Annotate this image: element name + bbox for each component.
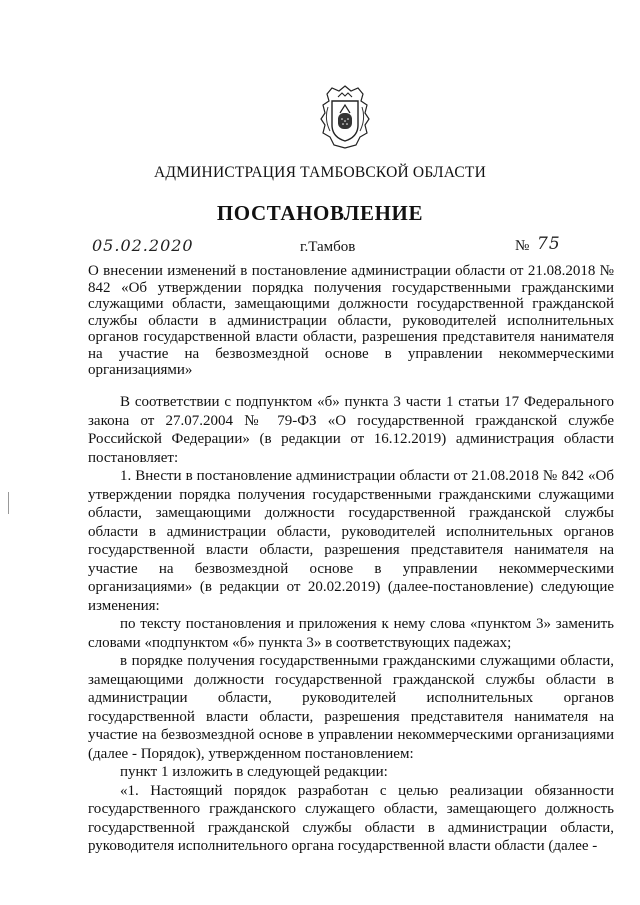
document-body bbox=[88, 393, 614, 856]
document-number: 75 bbox=[537, 234, 561, 254]
document-city: г.Тамбов bbox=[300, 239, 356, 255]
paragraph-item-1: 1. Внести в постановление администрации области от 21.08.2018 № 842 «Об утверждении порядка получения государственными гражданскими служащими области, замещающими должности государственной гражданской службы области в администрации области, руководителей исполнительных органов государственной власти области, разрешения представителя нанимателя на участие на безвозмездной основе в управлении некоммерческими организациями» (в редакции от 20.02.2019) (далее-постановление) следующие изменения: bbox=[88, 468, 614, 614]
paragraph-point-1: пункт 1 изложить в следующей редакции: bbox=[120, 764, 388, 780]
coat-of-arms-icon bbox=[318, 83, 372, 151]
paragraph-preamble: В соответствии с подпунктом «б» пункта 3 части 1 статьи 17 Федерального закона от 27.07.2004 № 79-ФЗ «О государственной гражданской службе Российской Федерации» (в редакции от 16.12.2019) администрация области постановляет: bbox=[88, 394, 614, 466]
organization-name: АДМИНИСТРАЦИЯ ТАМБОВСКОЙ ОБЛАСТИ bbox=[154, 164, 486, 181]
paragraph-order: в порядке получения государственными гражданскими служащими области, замещающими должности государственной гражданской службы области в администрации области, руководителей исполнительных органов государственной власти области, разрешения представителя нанимателя на участие на безвозмездной основе в управлении некоммерческими организациями (далее - Порядок), утвержденном постановлением: bbox=[88, 653, 614, 762]
paragraph-replace-words: по тексту постановления и приложения к нему слова «пунктом 3» заменить словами «подпунктом «б» пункта 3» в соответствующих падежах; bbox=[88, 616, 614, 651]
paragraph-new-text: «1. Настоящий порядок разработан с целью реализации обязанности государственного гражданского служащего области, замещающего должность государственной гражданской службы области в администрации области, руководителя исполнительного органа государственной власти области (далее - bbox=[88, 782, 614, 854]
number-label: № bbox=[515, 238, 530, 254]
document-title: О внесении изменений в постановление администрации области от 21.08.2018 № 842 «Об утверждении порядка получения государственными гражданскими служащими области, замещающими должности государственной гражданской службы области в администрации области, руководителей исполнительных органов государственной власти области, разрешения представителя нанимателя на участие на безвозмездной основе в управлении некоммерческими организациями» bbox=[88, 263, 614, 378]
document-date: 05.02.2020 bbox=[92, 236, 194, 255]
document-type: ПОСТАНОВЛЕНИЕ bbox=[216, 201, 424, 225]
margin-mark bbox=[8, 492, 13, 514]
